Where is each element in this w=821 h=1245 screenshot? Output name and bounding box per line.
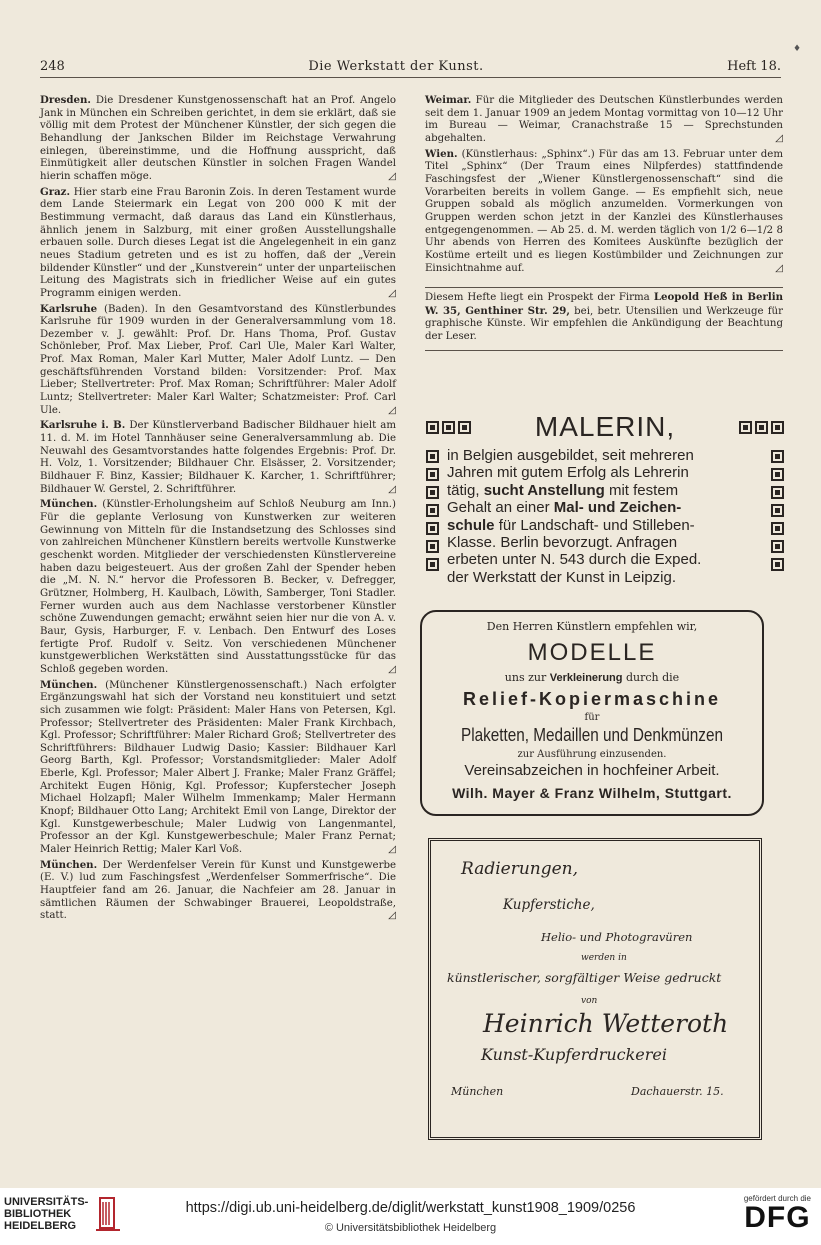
article: Karlsruhe i. B. Der Künstlerverband Badischer Bildhauer hielt am 11. d. M. im Hotel Tannhäuser seine Generalversammlung ab. Die Neuwahl des Gesamtvorstandes hatte folgendes Ergebnis: Prof. Dr. H. Volz, 1. Vorsitzender; Bildhauer Chr. Elsässer, 2. Vorsitzender; Bildhauer F. Binz, Kassier; Bildhauer K. Karcher, 1. Schriftführer; Bildhauer W. Gerstel, 2. Schriftführer. ◿ <box>40 419 396 495</box>
page-header <box>40 52 781 78</box>
left-column <box>40 94 396 925</box>
right-column <box>425 94 783 351</box>
article: München. (Münchener Künstlergenossenschaft.) Nach erfolgter Ergänzungswahl hat sich der Vorstand neu konstituiert und setzt sich zusammen wie folgt: Präsident: Maler Hans von Petersen, Kgl. Professor; Stellvertreter des Präsidenten: Maler Frank Kirchbach, Kgl. Professor; Schriftführer: Maler Richard Groß; Stellvertreter des Schriftführers: Bildhauer Ludwig Dasio; Kassier: Bildhauer Karl Georg Barth, Kgl. Professor; Vorstandsmitglieder: Maler Adolf Eberle, Kgl. Professor; Maler Albert J. Franke; Maler Franz Gräffel; Architekt Eugen Hönig, Kgl. Professor; Kupferstecher Joseph Michael Holzapfl; Maler Wilhelm Immenkamp; Maler Hermann Knopf; Bildhauer Otto Lang; Architekt Emil von Lange, Direktor der Kgl. Kunstgewerbeschule; Maler Ludwig von Langenmantel, Professor an der Kgl. Kunstgewerbeschule; Maler Franz Pernat; Maler Heinrich Rettig; Maler Karl Voß. ◿ <box>40 678 396 856</box>
modelle-advertisement: Den Herren Künstlern empfehlen wir, MODELLE uns zur Verkleinerung durch die Relief-Kopiermaschine für Plaketten, Medaillen und Denkmünzen zur Ausführung einzusenden. Vereinsabzeichen in hochfeiner Arbeit. Wilh. Mayer & Franz Wilhelm, Stuttgart. <box>420 610 764 816</box>
copyright-notice: © Universitätsbibliothek Heidelberg <box>324 1222 497 1234</box>
article: Wien. (Künstlerhaus: „Sphinx“.) Für das am 13. Februar unter dem Titel „Sphinx“ (Der Traum eines Nilpferdes) stattfindende Faschingsfest der „Wiener Künstlergenossenschaft“ sind die Vorarbeiten bereits in vollem Gange. — Es empfiehlt sich, neue Gruppen sobald als möglich anzumelden. Vormerkungen von Gruppen werden schon jetzt in der Kanzlei des Künstlerhauses entgegengenommen. — Ab 25. d. M. werden täglich von 1/2 6—1/2 8 Uhr abends von Herren des Komitees Auskünfte bezüglich der Kostüme erteilt und es liegen Kostümbilder und Zeichnungen zur Einsichtnahme auf. ◿ <box>425 147 783 274</box>
article: Dresden. Die Dresdener Kunstgenossenschaft hat an Prof. Angelo Jank in München ein Schreiben gerichtet, in dem sie erklärt, daß sie völlig mit dem Protest der Münchener Künstler, der sich gegen die Behandlung der Jankschen Bilder im Reichstage Verwahrung einlegen, übereinstimme, und die Hoffnung ausspricht, daß Einmütigkeit aller deutschen Künstler in solchen Fragen Wandel hierin schaffen möge. ◿ <box>40 94 396 182</box>
article: Graz. Hier starb eine Frau Baronin Zois. In deren Testament wurde dem Lande Steiermark ein Legat von 200 000 K mit der Bestimmung vermacht, daß daraus das Land ein Künstlerhaus, ähnlich jenem in Salzburg, mit einer großen Ausstellungshalle erbauen solle. Durch dieses Legat ist die Angelegenheit in ein ganz neues Stadium getreten und es ist zu hoffen, daß der „Verein bildender Künstler“ und der „Kunstverein“ unter der unparteiischen Leitung des Magistrats sich in friedlicher Weise auf ein gutes Programm einigen werden. ◿ <box>40 185 396 299</box>
article: München. (Künstler-Erholungsheim auf Schloß Neuburg am Inn.) Für die geplante Verlosung von Kunstwerken zur weiteren Gewinnung von Mitteln für die Instandsetzung des Schlosses sind von zahlreichen Münchener Künstlern bereits wertvolle Kunstwerke geschenkt worden. Mitglieder der verschiedensten Künstlervereine haben dazu beigesteuert. Aus der großen Zahl der Spender heben die „M. N. N.“ hervor die Professoren B. Becker, v. Defregger, Grützner, Holmberg, H. Kaulbach, Löwith, Samberger, Toni Stadler. Ferner wurden auch aus dem Nachlasse verstorbener Künstler schöne Zuwendungen gemacht; erwähnt seien hier nur die von A. v. Baur, Gysis, Harburger, F. v. Lenbach. Den Entwurf des Loses fertigte Prof. Rudolf v. Seitz. Von verschiedenen Münchener kunstgewerblichen Werkstätten sind Ausstattungsstücke für das Schloß gegeben worden. ◿ <box>40 498 396 675</box>
divider <box>425 287 783 288</box>
article: München. Der Werdenfelser Verein für Kunst und Kunstgewerbe (E. V.) lud zum Faschingsfest „Werdenfelser Sommerfrische“. Die Hauptfeier fand am 26. Januar, die Nachfeier am 28. Januar in sämtlichen Räumen der Schwabinger Brauerei, Leopoldstraße, statt. ◿ <box>40 858 396 922</box>
article: Weimar. Für die Mitglieder des Deutschen Künstlerbundes werden seit dem 1. Januar 1909 an jedem Montag vormittag von 10—12 Uhr im Bureau — Weimar, Cranachstraße 15 — Sprechstunden abgehalten. ◿ <box>425 94 783 144</box>
funder-logo[interactable]: gefördert durch die DFG <box>743 1194 811 1234</box>
issue-number: Heft 18. <box>727 59 781 74</box>
ornament-column-icon <box>771 447 784 586</box>
malerin-advertisement <box>426 407 784 587</box>
library-logo[interactable]: UNIVERSITÄTS- BIBLIOTHEK HEIDELBERG <box>4 1196 122 1232</box>
viewer-footer <box>0 1188 821 1245</box>
wetteroth-advertisement: Radierungen, Kupferstiche, Helio- und Photogravüren werden in künstlerischer, sorgfältiger Weise gedruckt von Heinrich Wetteroth Kunst-Kupferdruckerei München Dachauerstr. 15. <box>428 838 762 1140</box>
ad-body: in Belgien ausgebildet, seit mehreren Jahren mit gutem Erfolg als Lehrerin tätig, sucht Anstellung mit festem Gehalt an einer Mal- und Zeichen- schule für Landschaft- und Stilleben- Klasse. Berlin bevorzugt. Anfragen erbeten unter N. 543 durch die Exped. der Werkstatt der Kunst in Leipzig. <box>447 447 702 586</box>
insert-notice: Diesem Hefte liegt ein Prospekt der Firma Leopold Heß in Berlin W. 35, Genthiner Str. 29, bei, betr. Utensilien und Werkzeuge für graphische Künste. Wir empfehlen die Ankündigung der Beachtung der Leser. <box>425 291 783 342</box>
ornament-squares-icon <box>426 421 471 434</box>
ornament-squares-icon <box>739 421 784 434</box>
page-number: 248 <box>40 59 65 74</box>
article: Karlsruhe (Baden). In den Gesamtvorstand des Künstlerbundes Karlsruhe für 1909 wurden in der Generalversammlung vom 18. Dezember v. J. gewählt: Prof. Dr. Hans Thoma, Prof. Gustav Schönleber, Prof. Max Lieber, Prof. Carl Ule, Maler Karl Walter, Prof. Max Roman, Maler Karl Mutter, Maler Adolf Luntz. — Den geschäftsführenden Vorstand bilden: Vorsitzender: Prof. Max Lieber; Stellvertreter: Prof. Max Roman; Schriftführer: Maler Adolf Luntz; Stellvertreter: Maler Karl Walter; Schatzmeister: Prof. Carl Ule. ◿ <box>40 302 396 416</box>
permalink[interactable]: https://digi.ub.uni-heidelberg.de/diglit/werkstatt_kunst1908_1909/0256 <box>185 1200 636 1216</box>
ad-title: MALERIN, <box>534 411 676 442</box>
divider <box>425 350 783 351</box>
margin-mark: ♦ <box>793 44 802 54</box>
journal-title: Die Werkstatt der Kunst. <box>308 59 484 74</box>
ornament-column-icon <box>426 447 439 586</box>
